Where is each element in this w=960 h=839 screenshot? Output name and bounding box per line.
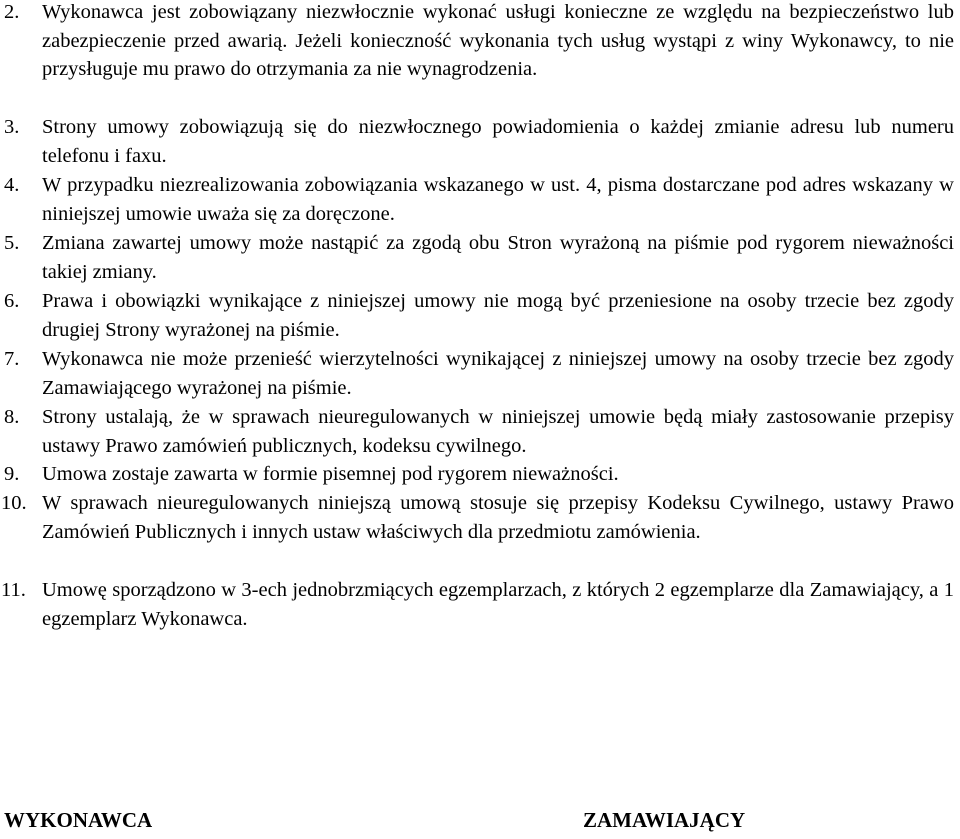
clause-text: W przypadku niezrealizowania zobowiązania wskazanego w ust. 4, pisma dostarczane pod adres wskazany w niniejszej umowie uważa się za doręczone. (42, 174, 954, 225)
clause-number: 7. (4, 348, 20, 370)
clause-number: 3. (4, 116, 20, 138)
clause-text: W sprawach nieuregulowanych niniejszą umową stosuje się przepisy Kodeksu Cywilnego, ustawy Prawo Zamówień Publicznych i innych ustaw właściwych dla przedmiotu zamówienia. (42, 492, 954, 543)
clause-number: 2. (4, 1, 20, 23)
clause-number: 11. (1, 579, 26, 601)
clause-text: Wykonawca jest zobowiązany niezwłocznie wykonać usługi konieczne ze względu na bezpieczeństwo lub zabezpieczenie przed awarią. Jeżeli konieczność wykonania tych usług wystąpi z winy Wykonawcy, to nie przysługuje mu prawo do otrzymania za nie wynagrodzenia. (42, 1, 954, 80)
clause-text: Umowę sporządzono w 3-ech jednobrzmiących egzemplarzach, z których 2 egzemplarze dla Zamawiający, a 1 egzemplarz Wykonawca. (42, 579, 954, 630)
signature-contractor: WYKONAWCA (4, 808, 153, 832)
clause-number: 5. (4, 232, 20, 254)
clause-text: Strony ustalają, że w sprawach nieuregulowanych w niniejszej umowie będą miały zastosowanie przepisy ustawy Prawo zamówień publicznych, kodeksu cywilnego. (42, 406, 954, 457)
signature-ordering-party: ZAMAWIAJĄCY (583, 808, 746, 832)
clause-number: 9. (4, 463, 20, 485)
clause-text: Strony umowy zobowiązują się do niezwłocznego powiadomienia o każdej zmianie adresu lub numeru telefonu i faxu. (42, 116, 954, 167)
clause-number: 4. (4, 174, 20, 196)
clause-number: 8. (4, 406, 20, 428)
clause-text: Umowa zostaje zawarta w formie pisemnej pod rygorem nieważności. (42, 463, 619, 485)
clause-number: 6. (4, 290, 20, 312)
clause-number: 10. (1, 492, 27, 514)
clause-text: Prawa i obowiązki wynikające z niniejszej umowy nie mogą być przeniesione na osoby trzecie bez zgody drugiej Strony wyrażonej na piśmie. (42, 290, 954, 341)
clause-text: Wykonawca nie może przenieść wierzytelności wynikającej z niniejszej umowy na osoby trzecie bez zgody Zamawiającego wyrażonej na piśmie. (42, 348, 954, 399)
clause-text: Zmiana zawartej umowy może nastąpić za zgodą obu Stron wyrażoną na piśmie pod rygorem nieważności takiej zmiany. (42, 232, 954, 283)
